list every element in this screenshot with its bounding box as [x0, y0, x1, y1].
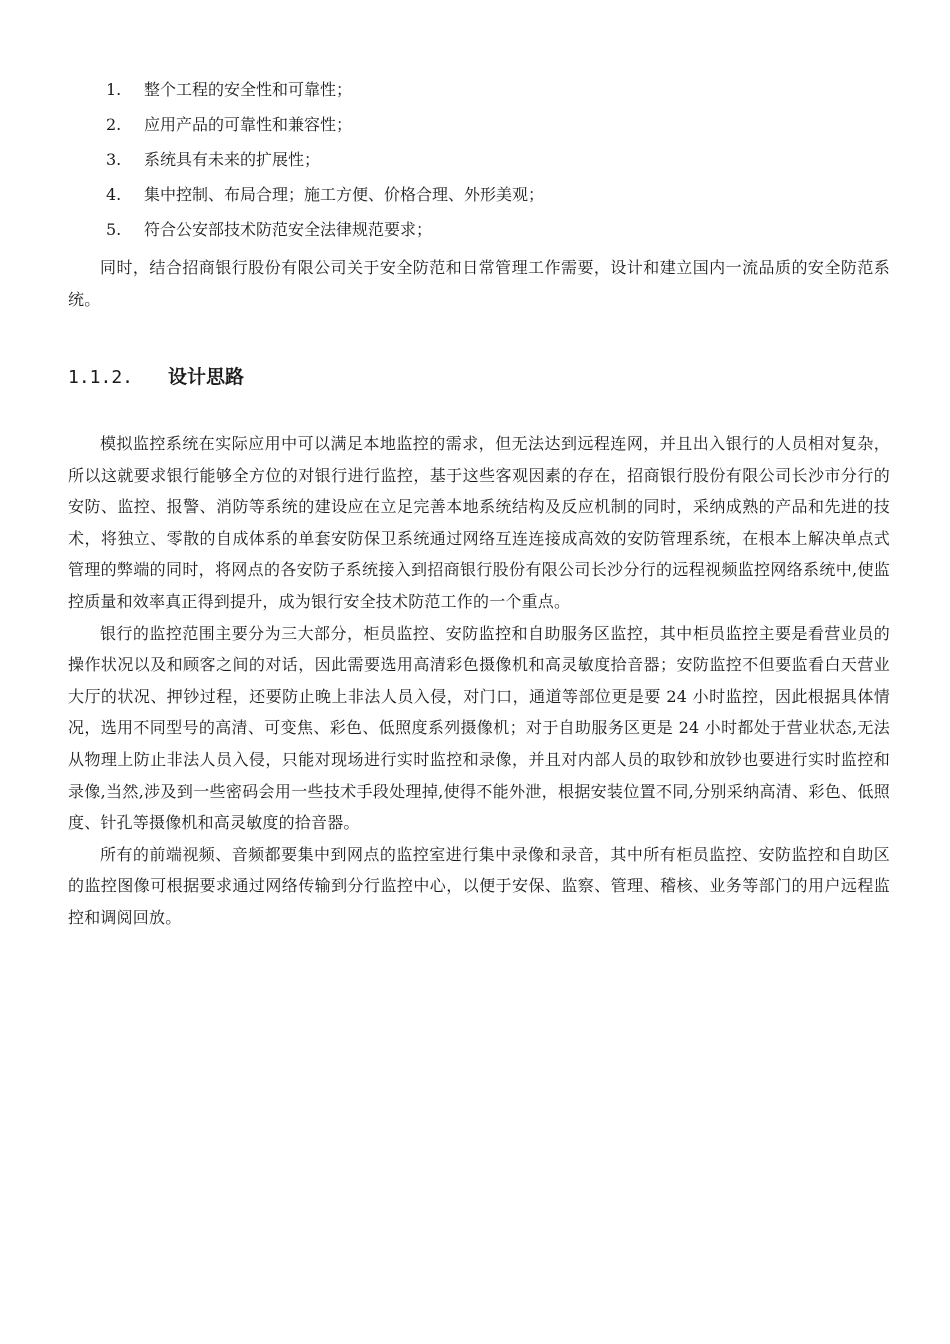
intro-paragraph: 同时，结合招商银行股份有限公司关于安全防范和日常管理工作需要，设计和建立国内一流品质的安全防范系统。 — [68, 258, 890, 309]
list-item-number: 2. — [106, 115, 122, 134]
list-item — [68, 212, 888, 247]
list-item-number: 5. — [106, 220, 122, 239]
list-item — [68, 107, 888, 142]
requirements-list — [68, 72, 888, 247]
list-item-number: 3. — [106, 150, 122, 169]
list-item-number: 4. — [106, 185, 122, 204]
list-item-text: 整个工程的安全性和可靠性； — [144, 80, 353, 99]
list-item-text: 系统具有未来的扩展性； — [144, 150, 321, 169]
list-item-text: 符合公安部技术防范安全法律规范要求； — [144, 220, 433, 239]
list-item-number: 1. — [106, 80, 122, 99]
list-item — [68, 177, 888, 212]
list-item — [68, 142, 888, 177]
section-title: 设计思路 — [168, 366, 245, 388]
section-heading — [68, 360, 244, 394]
list-item — [68, 72, 888, 107]
section-number: 1.1.2. — [68, 367, 134, 388]
body-paragraph: 银行的监控范围主要分为三大部分，柜员监控、安防监控和自助服务区监控，其中柜员监控主要是看营业员的操作状况以及和顾客之间的对话，因此需要选用高清彩色摄像机和高灵敏度拾音器；安防监控不但要监看白天营业大厅的状况、押钞过程，还要防止晚上非法人员入侵，对门口，通道等部位更是要 24 小时监控，因此根据具体情况，选用不同型号的高清、可变焦、彩色、低照度系列摄像机；对于自助服务区更是 24 小时都处于营业状态,无法从物理上防止非法人员入侵，只能对现场进行实时监控和录像，并且对内部人员的取钞和放钞也要进行实时监控和录像,当然,涉及到一些密码会用一些技术手段处理掉,使得不能外泄，根据安装位置不同,分别采纳高清、彩色、低照度、针孔等摄像机和高灵敏度的拾音器。 — [68, 623, 890, 833]
body-paragraph: 模拟监控系统在实际应用中可以满足本地监控的需求，但无法达到远程连网，并且出入银行的人员相对复杂，所以这就要求银行能够全方位的对银行进行监控，基于这些客观因素的存在，招商银行股份有限公司长沙市分行的安防、监控、报警、消防等系统的建设应在立足完善本地系统结构及反应机制的同时，采纳成熟的产品和先进的技术，将独立、零散的自成体系的单套安防保卫系统通过网络互连连接成高效的安防管理系统，在根本上解决单点式管理的弊端的同时，将网点的各安防子系统接入到招商银行股份有限公司长沙分行的远程视频监控网络系统中,使监控质量和效率真正得到提升，成为银行安全技术防范工作的一个重点。 — [68, 434, 890, 611]
list-item-text: 集中控制、布局合理；施工方便、价格合理、外形美观； — [144, 185, 545, 204]
section-body — [68, 428, 890, 934]
list-item-text: 应用产品的可靠性和兼容性； — [144, 115, 353, 134]
body-paragraph: 所有的前端视频、音频都要集中到网点的监控室进行集中录像和录音，其中所有柜员监控、安防监控和自助区的监控图像可根据要求通过网络传输到分行监控中心，以便于安保、监察、管理、稽核、业务等部门的用户远程监控和调阅回放。 — [68, 844, 890, 927]
